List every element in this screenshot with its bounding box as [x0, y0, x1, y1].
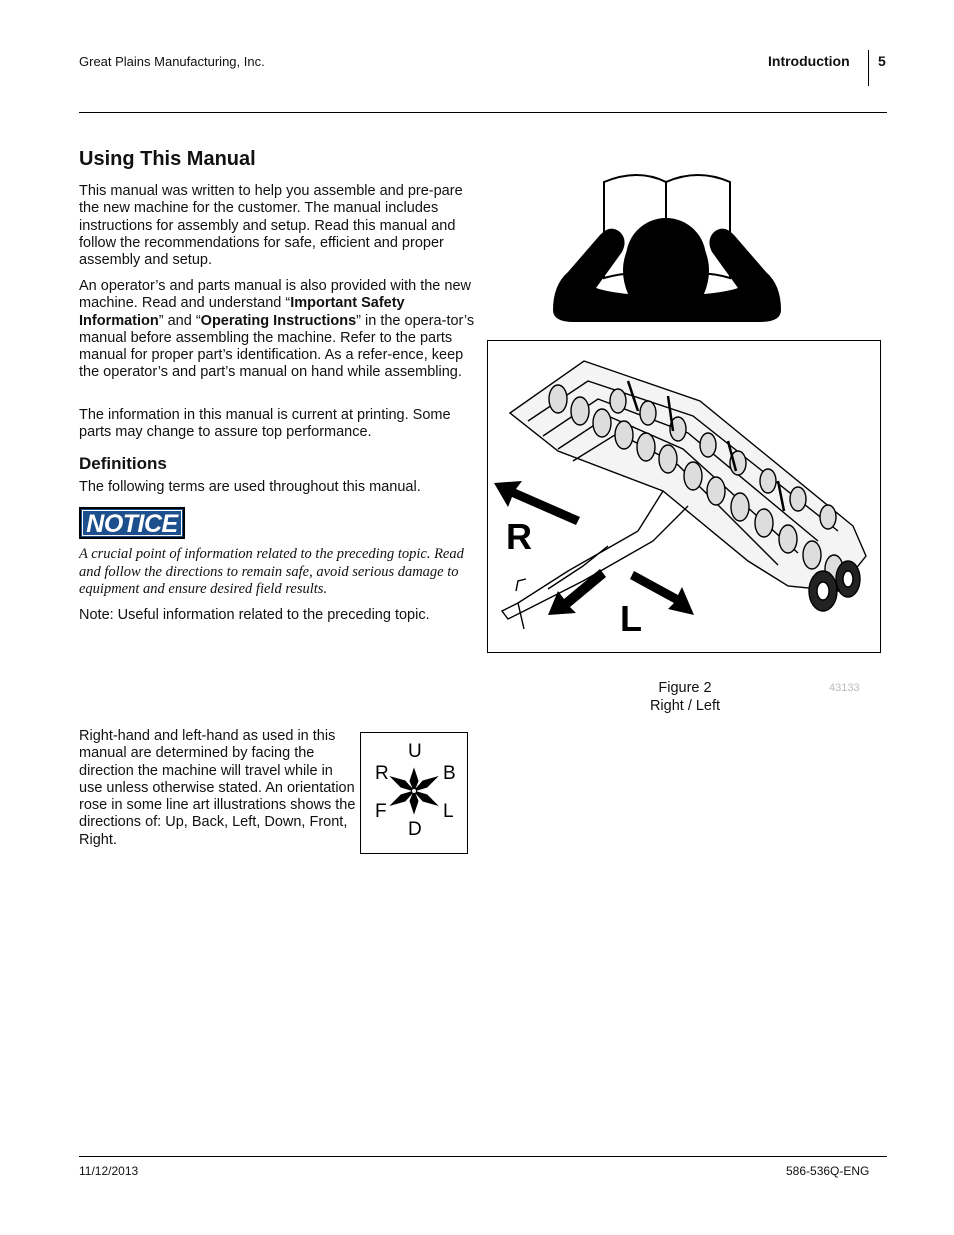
label-l: L [620, 598, 642, 639]
page-number: 5 [878, 53, 886, 69]
notice-text: A crucial point of information related to the preceding topic. Read and follow the directions to remain safe, avoid serious damage to equipment and ensure desired field results. [79, 546, 464, 597]
rose-up: U [408, 741, 422, 762]
art-number: 43133 [829, 682, 860, 694]
compass-rose-icon [361, 733, 467, 853]
note-text: Note: Useful information related to the preceding topic. [79, 607, 430, 623]
page-title: Using This Manual [79, 148, 256, 170]
figure-right-left [487, 340, 881, 653]
footer-rule [79, 1156, 887, 1157]
figure-caption [620, 680, 750, 715]
notice-label: NOTICE [86, 510, 178, 538]
header-rule [79, 112, 887, 113]
footer-doc-code: 586-536Q-ENG [786, 1164, 870, 1178]
header-company: Great Plains Manufacturing, Inc. [79, 54, 265, 69]
header-section: Introduction [768, 53, 850, 69]
manuals-text-2: ” and “ [158, 312, 201, 329]
definitions-heading: Definitions [79, 454, 167, 473]
label-r: R [506, 516, 532, 557]
manuals-text-1: An operator’s and parts manual is also provided with the new machine. Read and understand “ [79, 278, 471, 312]
definitions-intro: The following terms are used throughout this manual. [79, 479, 421, 495]
bold-operating: Operating Instructions [200, 312, 357, 329]
rose-down: D [408, 819, 422, 840]
rose-back: B [443, 763, 456, 784]
implement-illustration [488, 341, 880, 652]
manuals-paragraph [79, 278, 481, 382]
orientation-rose [360, 732, 468, 854]
bold-safety: Important Safety Information [79, 295, 405, 329]
rose-right: R [375, 763, 389, 784]
figure-number: Figure 2 [658, 680, 712, 696]
notice-badge [79, 507, 185, 539]
rose-left: L [443, 801, 454, 822]
currency-paragraph: The information in this manual is current at printing. Some parts may change to assure top performance. [79, 407, 451, 441]
manuals-text-3: ” in the opera-tor’s manual before assembling the machine. Refer to the parts manual for proper part’s identification. As a refer-ence, keep the operator’s and part’s manual on hand while assembling. [79, 312, 475, 381]
intro-paragraph: This manual was written to help you assemble and pre-pare the new machine for the customer. The manual includes instructions for assembly and setup. Read this manual and follow the recommendations for safe, efficient and proper assembly and setup. [79, 183, 463, 269]
figure-title: Right / Left [649, 697, 721, 714]
footer-date: 11/12/2013 [79, 1164, 139, 1178]
header-divider [868, 50, 869, 86]
rose-front: F [375, 801, 387, 822]
read-manual-icon [548, 160, 788, 328]
orientation-paragraph: Right-hand and left-hand as used in this manual are determined by facing the direction the machine will travel while in use unless otherwise stated. An orientation rose in some line art illustrations shows the directions of: Up, Back, Left, Down, Front, Right. [79, 728, 356, 848]
